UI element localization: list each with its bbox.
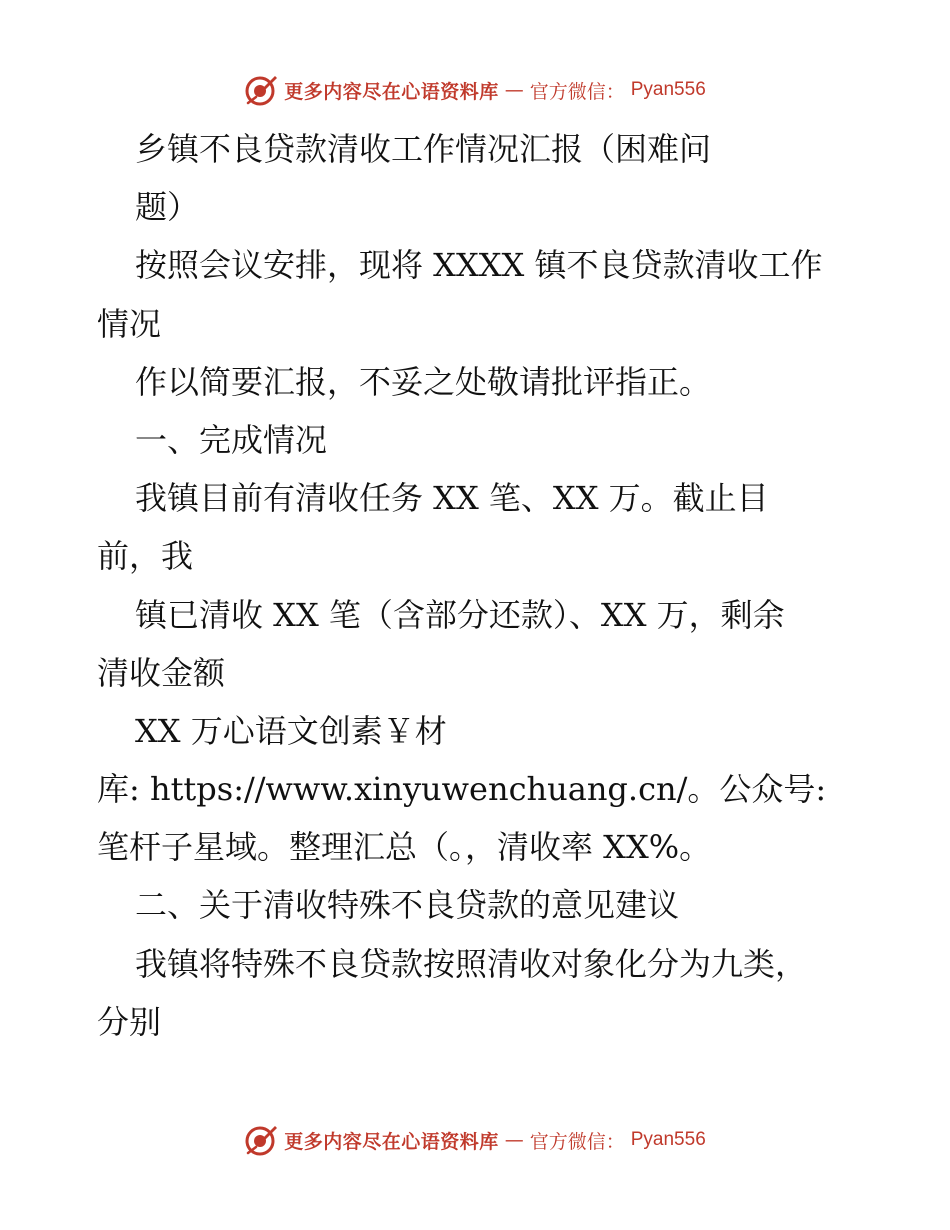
text-line: 按照会议安排，现将 XXXX 镇不良贷款清收工作 — [135, 246, 823, 285]
text-line: 笔杆子星域。整理汇总（。，清收率 XX%。 — [97, 828, 712, 867]
banner-main-text: 更多内容尽在心语资料库 — [284, 80, 499, 103]
text-line: 前，我 — [97, 537, 194, 576]
pen-logo-icon — [244, 73, 278, 107]
text-line: 我镇目前有清收任务 XX 笔、XX 万。截止目 — [135, 479, 769, 518]
pen-logo-icon — [244, 1123, 278, 1157]
text-line: 题） — [135, 188, 200, 227]
document-body — [97, 120, 857, 1051]
banner-official-label: 官方微信： — [529, 1130, 625, 1153]
text-line: 作以简要汇报，不妥之处敬请批评指正。 — [135, 362, 712, 401]
banner-account: Pyan556 — [630, 1129, 706, 1150]
text-line: 清收金额 — [97, 653, 226, 692]
text-line: 我镇将特殊不良贷款按照清收对象化分为九类， — [135, 944, 808, 983]
banner-main-text: 更多内容尽在心语资料库 — [284, 1130, 499, 1153]
text-line: 镇已清收 XX 笔（含部分还款）、XX 万，剩余 — [135, 595, 785, 634]
banner-official-label: 官方微信： — [529, 80, 625, 103]
text-line: 乡镇不良贷款清收工作情况汇报（困难问 — [135, 130, 712, 168]
banner-dash: — — [504, 79, 524, 101]
section-heading: 一、完成情况 — [135, 420, 328, 459]
header-watermark-banner — [0, 70, 950, 110]
section-heading: 二、关于清收特殊不良贷款的意见建议 — [135, 886, 680, 925]
banner-dash: — — [504, 1129, 524, 1151]
banner-account: Pyan556 — [630, 79, 706, 100]
banner-inner — [244, 73, 706, 107]
text-line: 库: https://www.xinyuwenchuang.cn/。公众号: — [97, 770, 827, 809]
text-line: XX 万心语文创素￥材 — [135, 711, 447, 750]
banner-inner — [244, 1123, 706, 1157]
text-line: 分别 — [97, 1002, 162, 1041]
footer-watermark-banner — [0, 1120, 950, 1160]
text-line: 情况 — [97, 304, 162, 343]
